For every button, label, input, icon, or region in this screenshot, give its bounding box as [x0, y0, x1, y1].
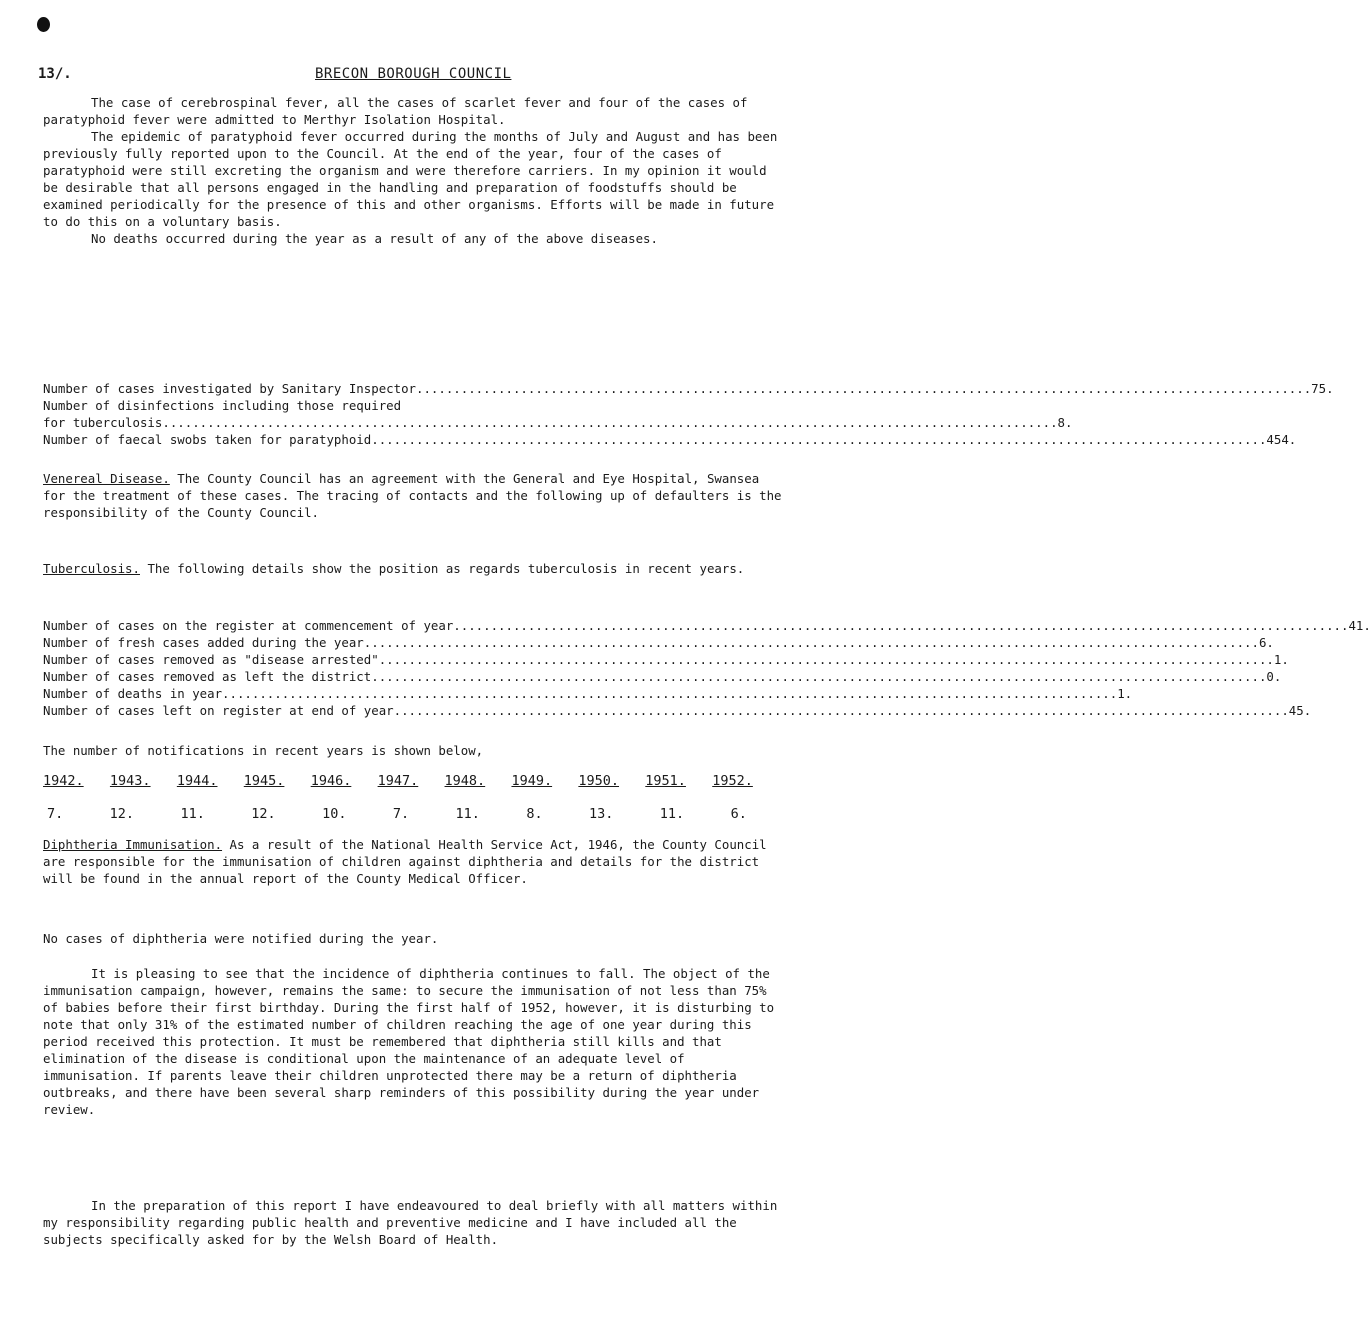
counts-row [47, 806, 747, 823]
stat-label: Number of disinfections including those required [43, 398, 402, 413]
year-label: 1951. [645, 773, 686, 789]
stat-label: Number of fresh cases added during the year........................................................................................................................ [43, 635, 1259, 650]
page-number: 13/. [38, 66, 72, 82]
tuberculosis-heading: Tuberculosis. [43, 561, 140, 576]
count-value: 11. [180, 806, 205, 822]
year-label: 1949. [511, 773, 553, 789]
stat-label: Number of faecal swobs taken for paratyphoid........................................................................................................................ [43, 432, 1267, 447]
count-value: 11. [455, 806, 480, 822]
intro-section [43, 94, 783, 247]
stat-row [43, 685, 1133, 702]
diphtheria-heading: Diphtheria Immunisation. [43, 837, 223, 852]
stat-value: 0. [1266, 669, 1282, 684]
year-label: 1950. [578, 773, 620, 789]
year-label: 1942. [43, 773, 84, 789]
closing-block [43, 1197, 783, 1248]
diphtheria-section [43, 836, 783, 887]
venereal-section [43, 470, 783, 521]
stat-value: 75. [1311, 381, 1334, 396]
diphtheria-notice-block [43, 930, 783, 947]
closing-paragraph: In the preparation of this report I have endeavoured to deal briefly with all matters within my responsibility regarding public health and preventive medicine and I have included all the subjects specifically asked for by the Welsh Board of Health. [43, 1198, 778, 1247]
stat-row [43, 380, 1334, 397]
diphtheria-text: As a result of the National Health Service Act, 1946, the County Council are responsible for the immunisation of children against diphtheria and details for the district will be found in the annual report of the County Medical Officer. [43, 837, 767, 886]
stat-value: 1. [1117, 686, 1133, 701]
stat-label: Number of cases on the register at commencement of year........................................................................................................................ [43, 618, 1349, 633]
year-label: 1946. [310, 773, 352, 789]
count-value: 6. [730, 806, 747, 822]
diphtheria-paragraph-3: It is pleasing to see that the incidence of diphtheria continues to fall. The object of the immunisation campaign, however, remains the same: to secure the immunisation of not less than 75% of babies before their first birthday. During the first half of 1952, however, it is disturbing to note that only 31% of the estimated number of children reaching the age of one year during this period received this protection. It must be remembered that diphtheria still kills and that elimination of the disease is conditional upon the maintenance of an adequate level of immunisation. If parents leave their children unprotected there may be a return of diphtheria outbreaks, and there have been several sharp reminders of this possibility during the year under review. [43, 966, 775, 1117]
diphtheria-paragraph-1 [43, 836, 783, 887]
stat-label: Number of cases removed as left the district........................................................................................................................ [43, 669, 1267, 684]
year-label: 1943. [109, 773, 151, 789]
count-value: 8. [526, 806, 543, 822]
venereal-heading: Venereal Disease. [43, 471, 170, 486]
tuberculosis-stats [43, 617, 1371, 719]
stat-label: Number of cases removed as "disease arrested"........................................................................................................................ [43, 652, 1274, 667]
stat-label: Number of cases left on register at end of year........................................................................................................................ [43, 703, 1289, 718]
stat-value: 41. [1348, 618, 1371, 633]
notifications-intro: The number of notifications in recent years is shown below, [43, 743, 484, 758]
stat-row [43, 634, 1274, 651]
stat-value: 1. [1273, 652, 1289, 667]
page-header: BRECON BOROUGH COUNCIL [315, 66, 512, 82]
punch-hole-mark [37, 17, 50, 32]
stat-value: 6. [1258, 635, 1274, 650]
years-row [43, 773, 753, 790]
year-label: 1944. [176, 773, 218, 789]
notifications-intro-block [43, 742, 783, 759]
stat-row [43, 414, 1073, 431]
diphtheria-paragraph-2: No cases of diphtheria were notified during the year. [43, 931, 439, 946]
tuberculosis-section [43, 560, 783, 577]
count-value: 10. [322, 806, 347, 822]
stat-row [43, 668, 1282, 685]
count-value: 7. [392, 806, 410, 822]
stat-label: Number of cases investigated by Sanitary Inspector........................................................................................................................ [43, 381, 1312, 396]
stat-value: 454. [1266, 432, 1297, 447]
intro-paragraph-1: The case of cerebrospinal fever, all the cases of scarlet fever and four of the cases of paratyphoid fever were admitted to Merthyr Isolation Hospital. [43, 95, 748, 127]
count-value: 11. [659, 806, 685, 822]
stat-value: 8. [1057, 415, 1073, 430]
diphtheria-campaign-block [43, 965, 783, 1118]
stat-label: Number of deaths in year........................................................................................................................ [43, 686, 1118, 701]
tuberculosis-text: The following details show the position as regards tuberculosis in recent years. [147, 561, 745, 576]
venereal-paragraph [43, 470, 783, 521]
count-value: 12. [109, 806, 135, 822]
stat-row [43, 617, 1371, 634]
count-value: 13. [589, 806, 614, 822]
count-value: 12. [251, 806, 276, 822]
year-label: 1945. [243, 773, 285, 789]
stat-row [43, 431, 1297, 448]
venereal-text: The County Council has an agreement with the General and Eye Hospital, Swansea for the treatment of these cases. The tracing of contacts and the following up of defaulters is the responsibility of the County Council. [43, 471, 782, 520]
stat-row [43, 651, 1289, 668]
year-label: 1948. [444, 773, 486, 789]
stat-label: for tuberculosis........................................................................................................................ [43, 415, 1058, 430]
sanitary-stats [43, 380, 1334, 448]
tuberculosis-paragraph [43, 560, 783, 577]
intro-paragraph-2: The epidemic of paratyphoid fever occurred during the months of July and August and has been previously fully reported upon to the Council. At the end of the year, four of the cases of paratyphoid were still excreting the organism and were therefore carriers. In my opinion it would be desirable that all persons engaged in the handling and preparation of foodstuffs should be examined periodically for the presence of this and other organisms. Efforts will be made in future to do this on a voluntary basis. [43, 129, 778, 229]
year-label: 1952. [712, 773, 753, 789]
stat-row [43, 397, 763, 414]
year-label: 1947. [377, 773, 419, 789]
stat-value: 45. [1288, 703, 1312, 718]
intro-paragraph-3: No deaths occurred during the year as a result of any of the above diseases. [91, 231, 658, 246]
stat-row [43, 702, 1312, 719]
count-value: 7. [47, 806, 64, 822]
